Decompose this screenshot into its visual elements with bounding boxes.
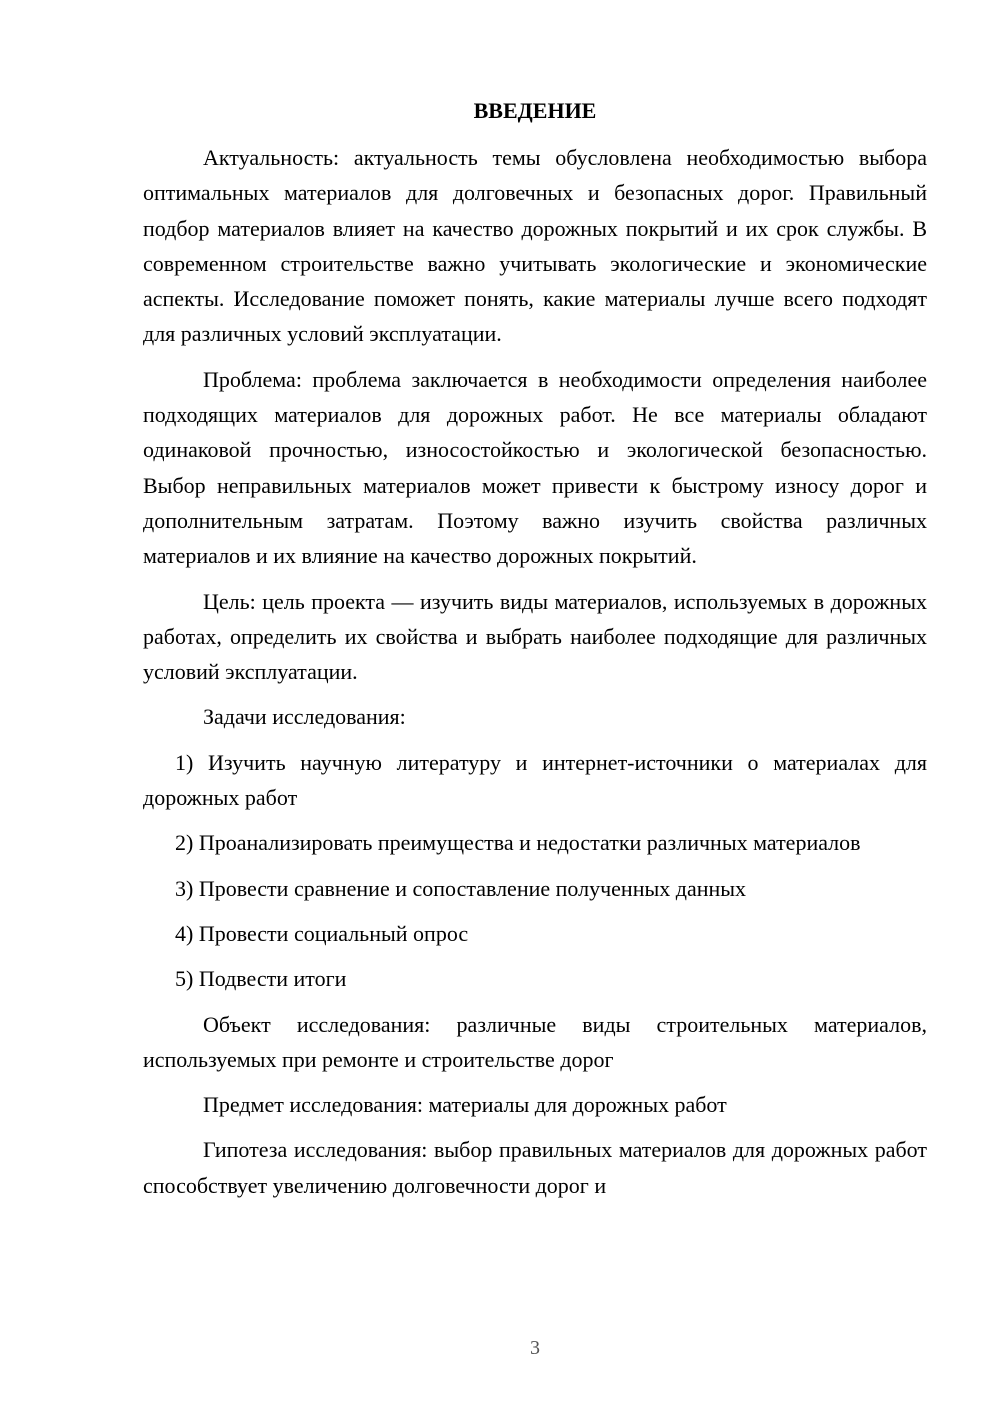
list-item: 5) Подвести итоги xyxy=(175,966,347,992)
paragraph-relevance: Актуальность: актуальность темы обусловлена необходимостью выбора оптимальных материалов для долговечных и безопасных дорог. Правильный подбор материалов влияет на качество дорожных покрытий и их срок службы. В современном строительстве важно учитывать экологические и экономические аспекты. Исследование поможет понять, какие материалы лучше всего подходят для различных условий эксплуатации. xyxy=(143,145,927,347)
list-item: 3) Провести сравнение и сопоставление полученных данных xyxy=(175,875,747,901)
page-content xyxy=(143,96,927,1213)
paragraph-object: Объект исследования: различные виды строительных материалов, используемых при ремонте и строительстве дорог xyxy=(143,1011,927,1072)
tasks-title: Задачи исследования: xyxy=(203,704,406,730)
paragraph-goal: Цель: цель проекта — изучить виды материалов, используемых в дорожных работах, определить их свойства и выбрать наиболее подходящие для различных условий эксплуатации. xyxy=(143,588,927,685)
tasks-list xyxy=(143,745,927,997)
paragraph-problem: Проблема: проблема заключается в необходимости определения наиболее подходящих материалов для дорожных работ. Не все материалы обладают одинаковой прочностью, износостойкостью и экологической безопасностью. Выбор неправильных материалов может привести к быстрому износу дорог и дополнительным затратам. Поэтому важно изучить свойства различных материалов и их влияние на качество дорожных покрытий. xyxy=(143,366,927,569)
paragraph-subject: Предмет исследования: материалы для дорожных работ xyxy=(203,1092,727,1118)
list-item: 1) Изучить научную литературу и интернет-источники о материалах для дорожных работ xyxy=(143,749,927,811)
list-item: 2) Проанализировать преимущества и недостатки различных материалов xyxy=(175,830,861,856)
section-heading: ВВЕДЕНИЕ xyxy=(473,98,597,123)
paragraph-hypothesis: Гипотеза исследования: выбор правильных материалов для дорожных работ способствует увеличению долговечности дорог и xyxy=(143,1137,927,1198)
list-item: 4) Провести социальный опрос xyxy=(175,920,469,946)
page-number: 3 xyxy=(530,1337,540,1359)
